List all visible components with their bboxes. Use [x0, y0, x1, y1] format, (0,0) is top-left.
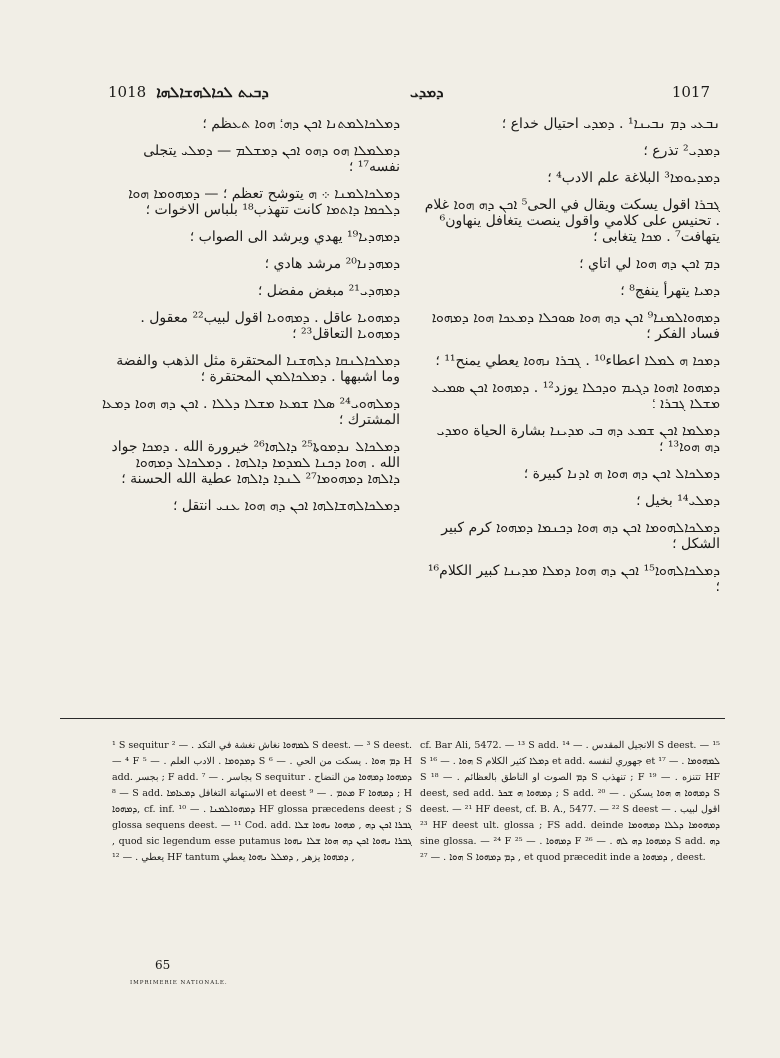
right-entry: ܕܡܠܟܐܠܗܘܐ¹⁵ ܐܟܢ ܕܗ ܗܘܐ ܕܡܠܐ ܡܕܝܢܐ كبير الكلام¹⁶ ؛	[427, 563, 720, 595]
left-entry: ܕܡܠܗܘܝ²⁴ ܣܠܐ ܫܡܥܐ ܡܫܠܐ ܕܠܠܐ . ܐܟܢ ܕܗ ܗܘܐ ܕܡܥܐ المشترك ؛	[101, 396, 400, 428]
right-entry: ܕܡܝܐ يتهرأ ينفج⁸ ؛	[620, 283, 720, 299]
folio-number: 65	[155, 958, 171, 972]
left-header	[108, 80, 408, 104]
left-entry: ܕܡܠܟܐܠܢܩܐ ܕܠܗܫܢܐ المحتقرة مثل الذهب والفضة وما اشبهها . ܕܡܠܟܐܠܡܢ المحتقرة ؛	[116, 353, 400, 385]
left-entry: ܕܡܠܟܐܠܡܢܐ ܀ ܗ يتوشح تعظم ؛ — ܕܡܗܘܡܐ ܗܘܐ ܕܠܟܡܐ ܕܐܬܡܐ كانت تتهذب¹⁸ بلباس الاخوات ؛	[128, 186, 400, 218]
right-entry: ܕܡܕܝ² تذرع ؛	[643, 143, 720, 159]
right-entry: ܕܡܕܝܘܡܐ³ البلاغة علم الادب⁴ ؛	[547, 170, 720, 186]
left-entry: ܕܡܗܕܝ²¹ مبغض مفضل ؛	[257, 283, 400, 299]
left-entry: ܕܡܠܟܐܠܗܫܐܠܗܐ ܐܟܢ ܕܗ ܗܘܐ ܥܢܝ انتقل ؛	[172, 498, 400, 514]
right-column	[420, 116, 720, 606]
right-entry: ܕܡ ܐܟܢ ܕܗ ܗܘܐ لي اتاي ؛	[579, 256, 720, 272]
left-entry: ܕܡܠܟܐܠ ܢܕܡܘܬܐ²⁵ ܕܐܠܗܐ²⁶ خيرورة الله . ܕܡܟܐ جواد الله . ܗܘܐ ܕܟܢܐ ܠܡܕܡܐ ܕܐܠܗܐ . ܕܡܠܟܐܠ ܕܡܗܘܐ ܕܐܠܗܐ ܕܡܗܘܡܐ²⁷ ܠܢܕܐ ܕܐܠܗܐ عطية الله الحسنة ؛	[111, 439, 400, 487]
left-entry: ܕܡܗܕܢܐ²⁰ مرشد هادي ؛	[264, 256, 400, 272]
footnotes-left: ¹ S sequitur ܠܡܗܘܐ نغاش نغشة في التكد . — ² S deest. — ³ S deest. — ⁴ F ܕܡܕܘܡܐ . الادب العلم . — ⁵ S ܕܡ ܗܘܐ . يسكت من الحي . — ⁶ H add. بجسر ; F add. بجاسر . — ⁷ S sequitur ܕܡܗܘܐ ܕܡܗܘܐ من النضاح . — ⁸ S add. الاستهانة التغافل ܕܡܥܐܡܐ et deest ܡܬܡ . — ⁹ F ܕܡܗܘܐ ; H ܕܡܗܘܐ, cf. inf. ܕܡܗܘܐܠܡܢܐ . — ¹⁰ HF glossa præcedens deest ; S glossa sequens deest. — ¹¹ Cod. add. ܓܒܪܐ ܐܟܢ ܕܗ , ܡܗܘܐ ܢܗܘܐ ܫܠܐ , quod sic legendum esse putamus ܓܒܪܐ ܢܗܘܐ ܐܟܢ ܕܗ ܗܘܐ ܫܠܐ ܢܗܘܐ يعطي . — ¹² HF tantum ܕܡܗܘܐ يزهر , ܕܡܠܠ ܢܗܘܐ يعطي ,	[112, 740, 413, 863]
right-entry: ܢܒܥܝ ܕܡ ܢܒܝܢܐ¹ . ܕܡܕܝ احتيال خداع ؛	[501, 116, 720, 132]
left-entry: ܕܡܠܟܐܠܡܬܢܐ ܐܟܢ ܕܗ؛ ܗܘܐ ܬܥظم ؛	[202, 116, 400, 132]
right-entry: ܕܡܠܟܐܠ ܐܟܢ ܕܗ ܗܘܐ ܗ ܐܕܢܐ كبيرة ؛	[523, 466, 720, 482]
right-entry: ܕܡܗܘܐ ܐܗܘܐ ܕܓܝܡ ܘܕܟܠܐ يوزد¹² . ܕܡܗܘܐ ܐܟܢ ܣܡܝܥ ܡܫܠܐ ܓܒܪܐ ؛	[431, 380, 720, 412]
right-entry: ܕܡܠܝ¹⁴ بخيل ؛	[636, 493, 720, 509]
left-running-title: ܕܒܝܬ ܠܟܐܠܗܫܐܠܗܐ	[156, 83, 269, 101]
right-entry: ܕܡܠܡܐ ܐܟܢ ܫܡܥ ܕܗ ܒܝ ܡܕܝܢܐ بشارة الحياة ܘܡܕܝ ܕܗ ܗܘܐ¹³ ؛	[436, 423, 720, 455]
right-entry: ܕܡܟܐ ܗ ܠܡܠܐ اعطاء¹⁰ . ܓܒܪܐ ܢܗܘܐ يعطي يمنح¹¹ ؛	[435, 353, 720, 369]
right-header	[410, 80, 710, 104]
right-entry: ܕܡܗܘܐܠܡܢܐ⁹ ܐܟܢ ܕܗ ܗܘܐ ܣܘܟܠܐ ܕܡܥܟܐ ܗܘܐ ܕܡܗܘܐ فساد الفكر ؛	[431, 310, 720, 342]
imprint: IMPRIMERIE NATIONALE.	[130, 980, 228, 986]
right-running-title: ܕܡܕܝ	[410, 83, 444, 101]
left-entry: ܕܡܗܘܝܐ عاقل . ܕܡܗܘܝܐ اقول لبيب²² معقول . ܕܡܗܘܝܐ التعاقل²³ ؛	[140, 310, 400, 342]
footnote-divider	[60, 718, 725, 719]
left-entry: ܕܡܠܡܠܐ ܗܘ ܕܗܘ ܐܟܢ ܕܡܫܠܡ — ܕܡܠܝ يتجلى نفسه¹⁷ ؛	[143, 143, 400, 175]
right-entry: ܕܡܠܟܐܠܗܘܡܐ ܐܟܢ ܕܗ ܗܘܐ ܕܟܢܡܐ ܕܡܗܘܐ كرم كبير الشكل ؛	[441, 520, 720, 552]
footnotes-right: cf. Bar Ali, 5472. — ¹³ S add. الانجيل المقدس . — ¹⁴ S deest. — ¹⁵ S ܗܘܐ . — ¹⁶ S ܕܡܠܐ كثير الكلام et add. جهوري لنفسه et ܠܡܗܘܡܐ . — ¹⁷ S ܕܡ الصوت او الناطق بالعظائم . — ¹⁸ S تنهذب ; F تتنزه . — ¹⁹ HF deest, sed add. ܕܡܗܘܐ ܗ ܫܟܪ ; S add. ܕܡܗܘܐ ܗ ܗܘܐ يسكن . — ²⁰ S deest. — ²¹ HF deest, cf. B. A., 5477. — ²² S deest اقول لبيب . — ²³ HF deest ult. glossa ; FS add. deinde ܕܡܗܘܡܐ ܕܠܠܐ ܕܡܗܘܡܐ sine glossa. — ²⁴ F ܕܡܗܘܐ . — ²⁵ F ܕܡܗܘܐ ܕܗ ܠܗ . — ²⁶ S add. ܕܗ ܗܘܐ . — ²⁷ S ܕܡ ܕܡܗܘܐ , et quod præcedit inde a ܕܡܗܘܐ , deest.	[420, 740, 721, 863]
right-entry: ܓܒܪܐ اقول يسكت ويقال في الحى⁵ ܐܟܢ ܕܗ ܗܘܐ غلام . تحنيس على كلامي واقول ينصت يتغافل ينهاون⁶ يتهافت⁷ . ܡܟܐ يتغابى ؛	[424, 197, 720, 245]
left-entry: ܕܡܗܕܝܐ¹⁹ يهدي ويرشد الى الصواب ؛	[189, 229, 400, 245]
left-page-number: 1018	[108, 83, 147, 101]
left-column	[100, 116, 400, 525]
right-page-number: 1017	[671, 83, 710, 101]
